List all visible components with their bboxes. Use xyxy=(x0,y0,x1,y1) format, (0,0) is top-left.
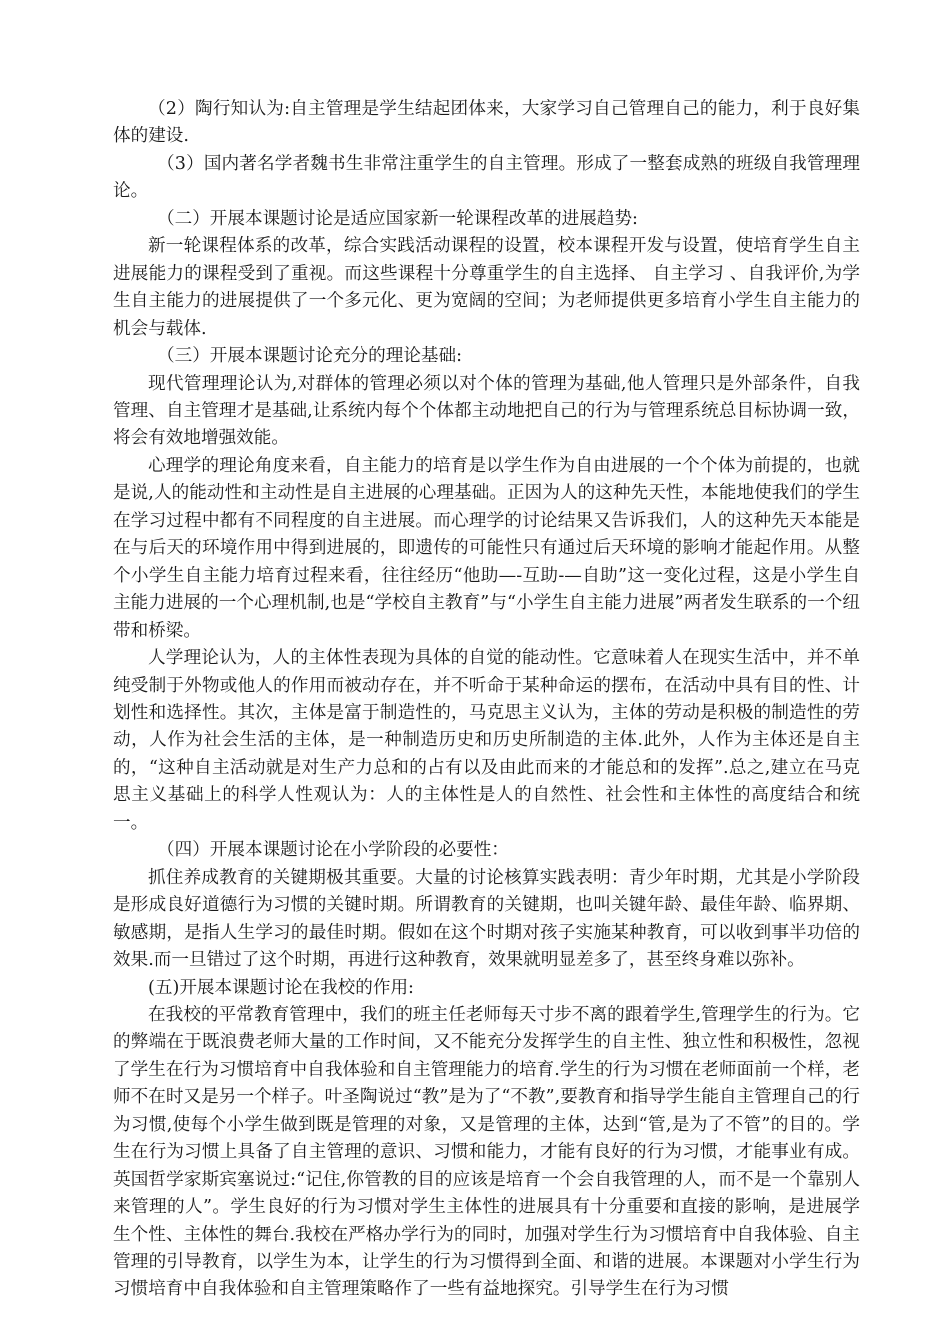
paragraph-management-theory: 现代管理理论认为,对群体的管理必须以对个体的管理为基础,他人管理只是外部条件，自我管理、自主管理才是基础,让系统内每个个体都主动地把自己的行为与管理系统总目标协调一致，将会有效地增强效能。 xyxy=(113,373,860,449)
paragraph-critical-period: 抓住养成教育的关键期极其重要。大量的讨论核算实践表明：青少年时期，尤其是小学阶段是形成良好道德行为习惯的关键时期。所谓教育的关键期，也叫关键年龄、最佳年龄、临界期、敏感期，是指人生学习的最佳时期。假如在这个时期对孩子实施某种教育，可以收到事半功倍的效果.而一旦错过了这个时期，再进行这种教育，效果就明显差多了，甚至终身难以弥补。 xyxy=(113,867,860,971)
paragraph-humanistic-theory: 人学理论认为，人的主体性表现为具体的自觉的能动性。它意味着人在现实生活中，并不单纯受制于外物或他人的作用而被动存在，并不听命于某种命运的摆布，在活动中具有目的性、计划性和选择性。其次，主体是富于制造性的，马克思主义认为，主体的劳动是积极的制造性的劳动，人作为社会生活的主体，是一种制造历史和历史所制造的主体.此外，人作为主体还是自主的，“这种自主活动就是对生产力总和的占有以及由此而来的才能总和的发挥”.总之,建立在马克思主义基础上的科学人性观认为：人的主体性是人的自然性、社会性和主体性的高度结合和统一。 xyxy=(113,648,860,833)
paragraph-wei-shusheng: （3）国内著名学者魏书生非常注重学生的自主管理。形成了一整套成熟的班级自我管理理论。 xyxy=(113,153,860,202)
document-page xyxy=(113,96,860,1304)
section-heading-5: (五)开展本课题讨论在我校的作用: xyxy=(148,977,414,998)
paragraph-psychology: 心理学的理论角度来看，自主能力的培育是以学生作为自由进展的一个个体为前提的，也就是说,人的能动性和主动性是自主进展的心理基础。正因为人的这种先天性，本能地使我们的学生在学习过程中都有不同程度的自主进展。而心理学的讨论结果又告诉我们，人的这种先天本能是在与后天的环境作用中得到进展的，即遗传的可能性只有通过后天环境的影响才能起作用。从整个小学生自主能力培育过程来看，往往经历“他助—-互助-—自助”这一变化过程，这是小学生自主能力进展的一个心理机制,也是“学校自主教育”与“小学生自主能力进展”两者发生联系的一个纽带和桥梁。 xyxy=(113,455,860,641)
section-heading-2: （二）开展本课题讨论是适应国家新一轮课程改革的进展趋势: xyxy=(157,208,638,229)
paragraph-tao-xingzhi: （2）陶行知认为:自主管理是学生结起团体来，大家学习自己管理自己的能力，利于良好集体的建设. xyxy=(113,99,860,147)
section-heading-4: （四）开展本课题讨论在小学阶段的必要性： xyxy=(157,840,509,861)
section-heading-3: （三）开展本课题讨论充分的理论基础: xyxy=(157,346,463,367)
paragraph-curriculum-reform: 新一轮课程体系的改革，综合实践活动课程的设置，校本课程开发与设置，使培育学生自主进展能力的课程受到了重视。而这些课程十分尊重学生的自主选择、 自主学习 、自我评价,为学生自主能力的进展提供了一个多元化、更为宽阔的空间；为老师提供更多培育小学生自主能力的机会与载体. xyxy=(113,236,860,339)
paragraph-school-role: 在我校的平常教育管理中，我们的班主任老师每天寸步不离的跟着学生,管理学生的行为。它的弊端在于既浪费老师大量的工作时间，又不能充分发挥学生的自主性、独立性和积极性，忽视了学生在行为习惯培育中自我体验和自主管理能力的培育.学生的行为习惯在老师面前一个样，老师不在时又是另一个样子。叶圣陶说过“教”是为了“不教”,要教育和指导学生能自主管理自己的行为习惯,使每个小学生做到既是管理的对象，又是管理的主体，达到“管,是为了不管”的目的。学生在行为习惯上具备了自主管理的意识、习惯和能力，才能有良好的行为习惯，才能事业有成。英国哲学家斯宾塞说过:“记住,你管教的目的应该是培育一个会自我管理的人，而不是一个靠别人来管理的人”。学生良好的行为习惯对学生主体性的进展具有十分重要和直接的影响，是进展学生个性、主体性的舞台.我校在严格办学行为的同时，加强对学生行为习惯培育中自我体验、自主管理的引导教育，以学生为本，让学生的行为习惯得到全面、和谐的进展。本课题对小学生行为习惯培育中自我体验和自主管理策略作了一些有益地探究。引导学生在行为习惯 xyxy=(113,1004,860,1300)
